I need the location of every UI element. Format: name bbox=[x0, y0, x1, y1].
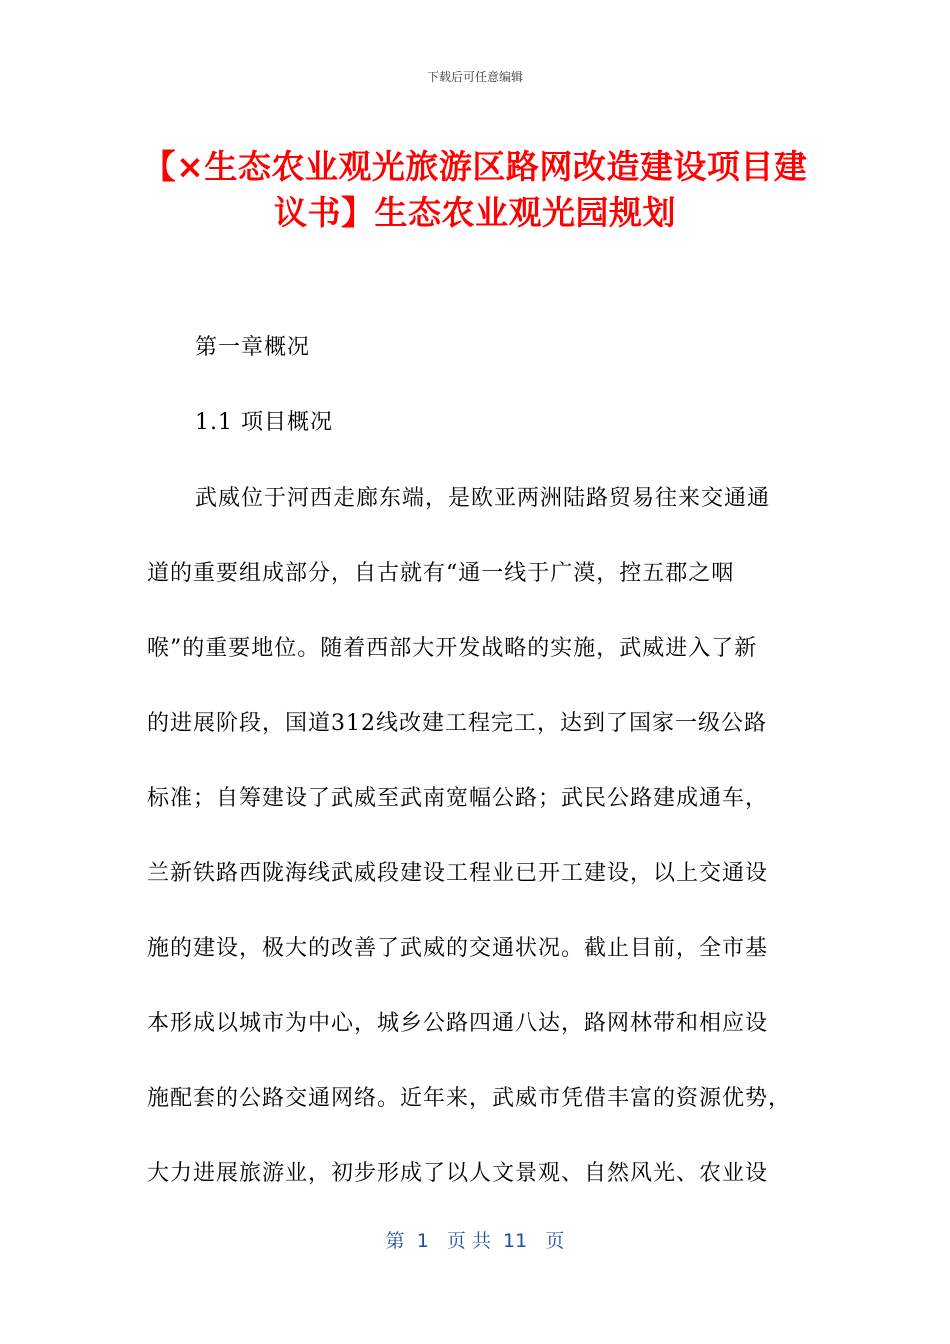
body-line: 大力进展旅游业，初步形成了以人文景观、自然风光、农业设 bbox=[147, 1161, 769, 1186]
body-line: 兰新铁路西陇海线武威段建设工程业已开工建设，以上交通设 bbox=[147, 861, 769, 886]
body-line: 喉”的重要地位。随着西部大开发战略的实施，武威进入了新 bbox=[147, 636, 758, 661]
header-note: 下载后可任意编辑 bbox=[426, 70, 523, 84]
section-heading: 1.1 项目概况 bbox=[195, 410, 333, 435]
title-line-1: 【×生态农业观光旅游区路网改造建设项目建 bbox=[142, 147, 808, 186]
document-title bbox=[120, 144, 830, 236]
body-line: 施配套的公路交通网络。近年来，武威市凭借丰富的资源优势， bbox=[147, 1086, 792, 1111]
body-line: 施的建设，极大的改善了武威的交通状况。截止目前，全市基 bbox=[147, 936, 769, 961]
body-line: 的进展阶段，国道312线改建工程完工，达到了国家一级公路 bbox=[147, 711, 767, 736]
body-line: 本形成以城市为中心，城乡公路四通八达，路网林带和相应设 bbox=[147, 1011, 769, 1036]
body-line: 武威位于河西走廊东端，是欧亚两洲陆路贸易往来交通通 bbox=[195, 486, 771, 511]
chapter-heading: 第一章概况 bbox=[195, 335, 311, 360]
title-line-2: 议书】生态农业观光园规划 bbox=[274, 193, 676, 232]
body-line: 道的重要组成部分，自古就有“通一线于广漠，控五郡之咽 bbox=[147, 561, 735, 586]
page-footer: 第 1 页 共 11 页 bbox=[385, 1230, 565, 1252]
body-line: 标准；自筹建设了武威至武南宽幅公路；武民公路建成通车， bbox=[147, 786, 769, 811]
